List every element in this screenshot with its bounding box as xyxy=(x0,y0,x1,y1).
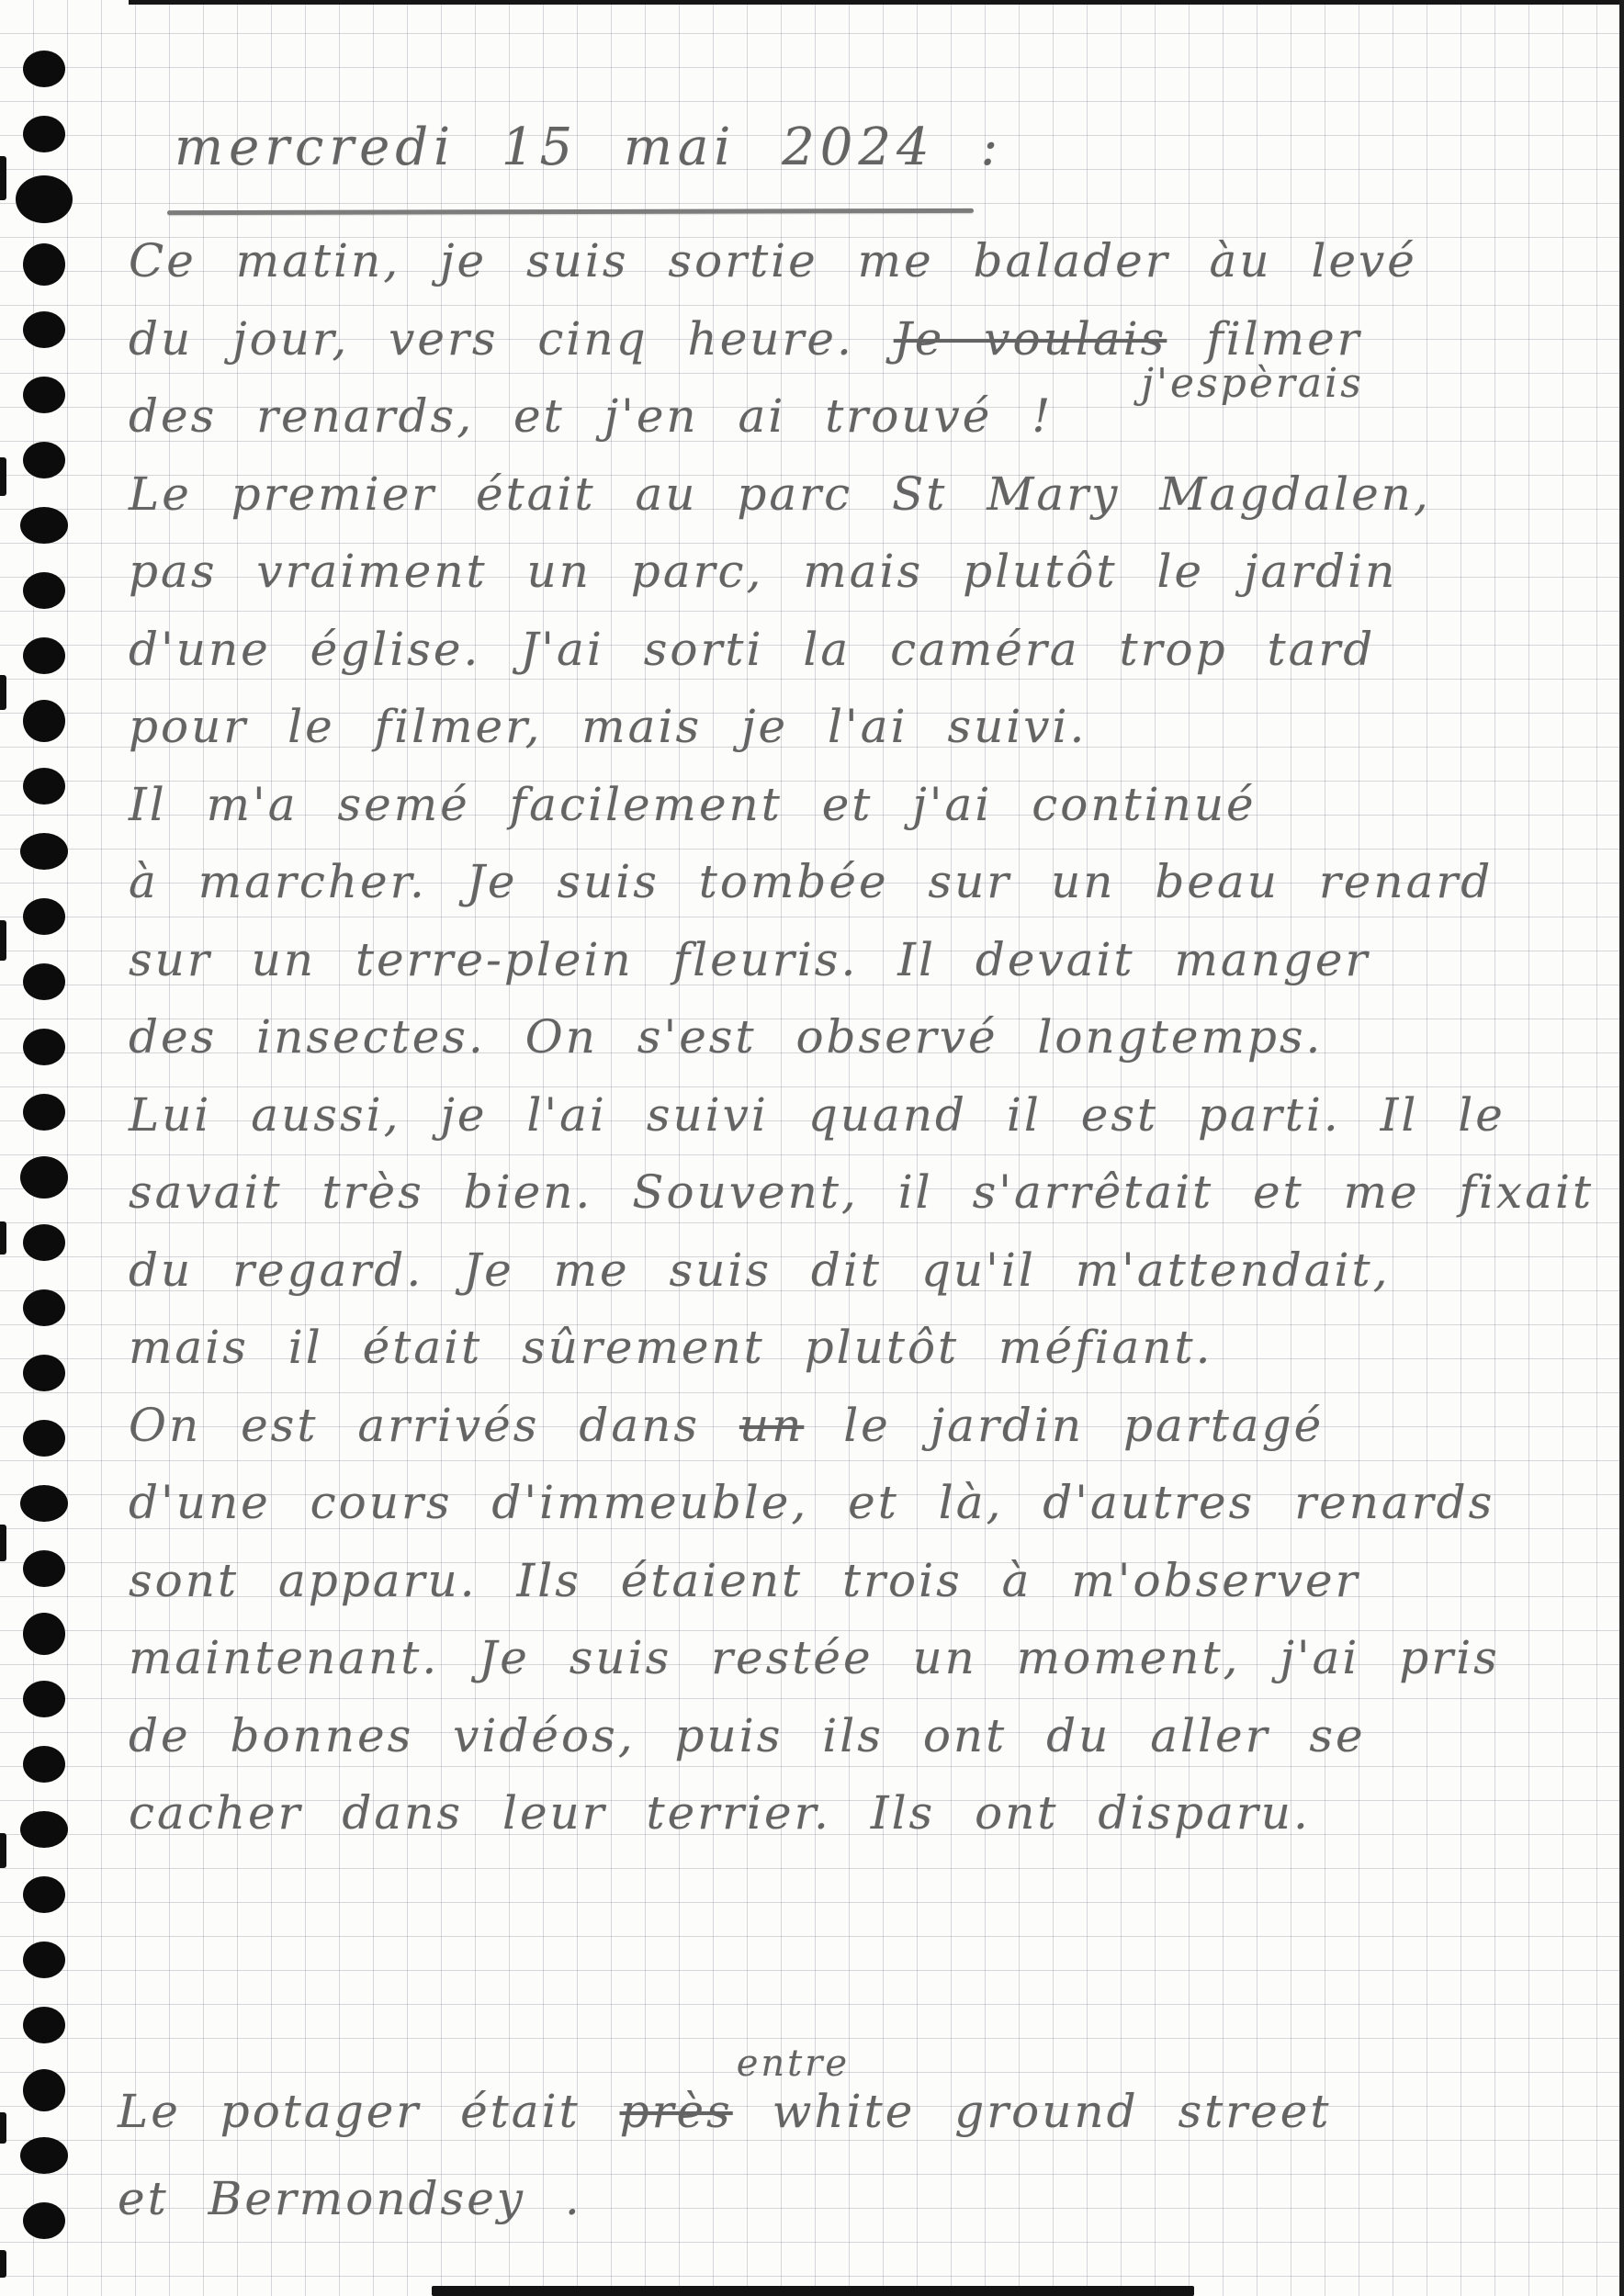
text-segment: Ce matin, je suis sortie me balader àu levé xyxy=(129,234,1417,287)
text-segment: On est arrivés dans xyxy=(129,1398,739,1452)
binding-hole xyxy=(20,2137,68,2174)
text-segment: des insectes. On s'est observé longtemps. xyxy=(129,1010,1324,1064)
binding-hole xyxy=(23,2069,65,2111)
binding-hole xyxy=(23,700,65,742)
scan-edge-top xyxy=(129,0,1624,5)
binding-hole xyxy=(20,833,68,870)
scan-edge-bottom xyxy=(432,2286,1194,2296)
edge-mark xyxy=(0,156,6,200)
journal-line: Le potager était prèsentre white ground street xyxy=(118,2043,1332,2138)
journal-line xyxy=(129,1232,1617,1310)
struck-word: près xyxy=(619,2085,733,2138)
edge-mark xyxy=(0,2250,6,2278)
journal-line xyxy=(129,921,1617,999)
text-segment: du regard. Je me suis dit qu'il m'attendait, xyxy=(129,1243,1391,1297)
text-segment: d'une cours d'immeuble, et là, d'autres renards xyxy=(129,1476,1495,1529)
binding-hole xyxy=(23,116,65,152)
binding-hole xyxy=(23,51,65,87)
scan-edge-right xyxy=(1619,0,1624,2296)
text-segment: pas vraiment un parc, mais plutôt le jardin xyxy=(129,545,1398,598)
binding-hole xyxy=(16,175,73,223)
binding-hole xyxy=(23,1289,65,1326)
binding-hole xyxy=(23,2202,65,2239)
binding-hole xyxy=(23,1420,65,1457)
journal-line xyxy=(129,1154,1617,1232)
binding-hole xyxy=(23,1094,65,1131)
text-segment: sur un terre-plein fleuris. Il devait manger xyxy=(129,932,1370,986)
journal-line xyxy=(129,1387,1617,1465)
edge-mark xyxy=(0,457,6,496)
text-segment: white ground street xyxy=(732,2085,1332,2138)
text-segment: pour le filmer, mais je l'ai suivi. xyxy=(129,700,1088,753)
edge-mark xyxy=(0,1833,6,1868)
journal-line xyxy=(129,1309,1617,1387)
binding-hole xyxy=(23,768,65,805)
edge-mark xyxy=(0,1221,6,1255)
journal-line xyxy=(129,1619,1617,1697)
text-segment: de bonnes vidéos, puis ils ont du aller se xyxy=(129,1708,1366,1762)
binding-hole xyxy=(23,898,65,935)
binding-hole xyxy=(23,1029,65,1065)
journal-line xyxy=(129,1464,1617,1542)
journal-line xyxy=(118,2155,1606,2243)
text-segment: sont apparu. Ils étaient trois à m'observer xyxy=(129,1553,1360,1607)
text-segment: du jour, vers cinq heure. xyxy=(129,311,894,366)
text-segment: et Bermondsey . xyxy=(118,2172,582,2225)
journal-line xyxy=(129,222,1617,300)
text-segment: Lui aussi, je l'ai suivi quand il est parti. Il le xyxy=(129,1087,1506,1142)
journal-line xyxy=(129,1542,1617,1620)
struck-word: un xyxy=(739,1398,805,1452)
date-underline xyxy=(167,208,974,215)
edge-mark xyxy=(0,2112,6,2144)
binding-hole xyxy=(23,1876,65,1913)
binding-hole xyxy=(23,1550,65,1587)
journal-line xyxy=(129,688,1617,766)
binding-hole xyxy=(23,2007,65,2043)
journal-entry xyxy=(129,222,1617,1852)
binding-hole xyxy=(23,963,65,1000)
text-segment: cacher dans leur terrier. Ils ont disparu. xyxy=(129,1786,1311,1840)
binding-hole xyxy=(20,1156,68,1199)
binding-hole xyxy=(23,1746,65,1783)
journal-line xyxy=(129,1076,1617,1154)
binding-hole xyxy=(23,311,65,348)
text-segment: des renards, et j'en ai trouvé ! xyxy=(129,389,1054,443)
binding-hole xyxy=(23,1613,65,1655)
journal-line xyxy=(129,456,1617,534)
binding-hole xyxy=(23,243,65,286)
text-segment: mais il était sûrement plutôt méfiant. xyxy=(129,1321,1213,1374)
text-segment: Le premier était au parc St Mary Magdalen, xyxy=(129,467,1431,521)
journal-line xyxy=(129,998,1617,1076)
edge-mark xyxy=(0,1525,6,1561)
journal-line xyxy=(129,377,1617,456)
journal-line: du jour, vers cinq heure. Je voulaisj'espèrais filmer xyxy=(129,311,1364,407)
text-segment: Il m'a semé facilement et j'ai continué xyxy=(129,777,1257,831)
binding-hole xyxy=(23,442,65,478)
text-segment: maintenant. Je suis restée un moment, j'ai pris xyxy=(129,1631,1500,1684)
text-segment: Le potager était xyxy=(118,2085,620,2138)
binding-hole xyxy=(23,637,65,674)
text-segment: à marcher. Je suis tombée sur un beau renard xyxy=(129,855,1494,908)
binding-hole xyxy=(20,1811,68,1848)
edge-mark xyxy=(0,920,6,961)
journal-line xyxy=(129,1774,1617,1852)
journal-line xyxy=(129,533,1617,611)
date-heading: mercredi 15 mai 2024 : xyxy=(175,118,1004,177)
journal-line xyxy=(129,843,1617,921)
journal-line xyxy=(129,1697,1617,1775)
text-segment: le jardin partagé xyxy=(804,1398,1325,1452)
text-segment: savait très bien. Souvent, il s'arrêtait et me fixait xyxy=(129,1165,1595,1219)
binding-hole xyxy=(20,507,68,544)
binding-hole xyxy=(20,1485,68,1522)
text-segment: d'une église. J'ai sorti la caméra trop tard xyxy=(129,622,1376,676)
struck-word: Je voulais xyxy=(893,311,1167,366)
binding-hole xyxy=(23,572,65,609)
binding-hole xyxy=(23,377,65,413)
binding-hole xyxy=(23,1681,65,1717)
text-segment: filmer xyxy=(1167,311,1362,366)
binding-hole xyxy=(23,1224,65,1261)
edge-mark xyxy=(0,675,6,710)
journal-footer xyxy=(118,2043,1606,2243)
journal-line xyxy=(129,611,1617,689)
binding-hole xyxy=(23,1941,65,1978)
binding-hole xyxy=(23,1355,65,1391)
journal-line xyxy=(129,766,1617,844)
